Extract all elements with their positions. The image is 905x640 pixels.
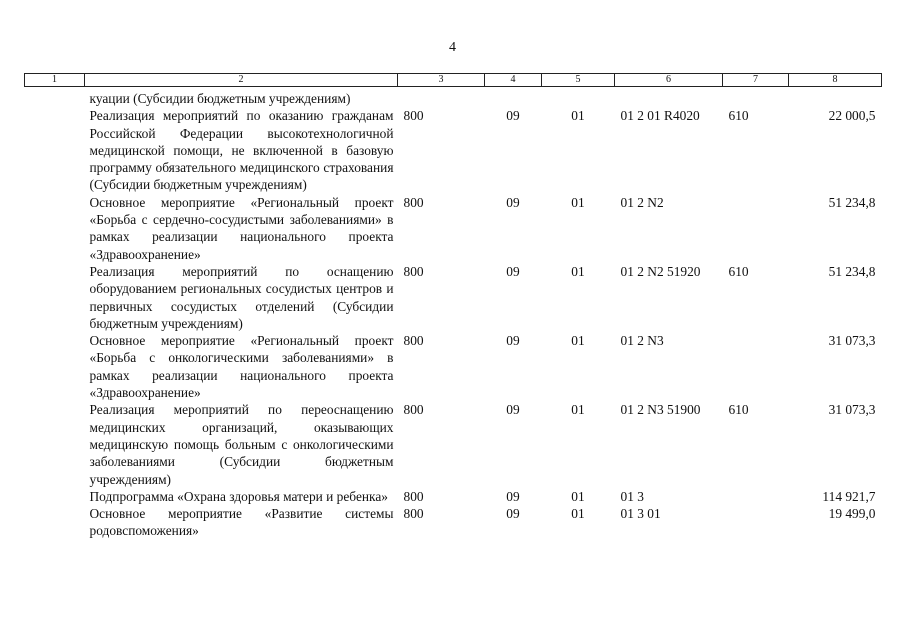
row-name: Подпрограмма «Охрана здоровья матери и ребенка» [89,488,388,504]
row-name: Основное мероприятие «Развитие системы родовспоможения» [89,506,394,539]
section-code: 09 [506,488,520,504]
target-code [615,87,723,108]
subsection-code: 01 [571,402,585,418]
row-name: Реализация мероприятий по оказанию гражданам Российской Федерации высокотехнологичной медицинской помощи, не включенной в базовую программу обязательного медицинского страхования (Субсидии бюджетным учреждениям) [89,108,394,193]
section-code: 09 [506,333,520,349]
subsection-code: 01 [571,108,585,124]
row-name: Реализация мероприятий по оснащению оборудованием региональных сосудистых центров и первичных сосудистых отделений (Субсидии бюджетным учреждениям) [89,263,394,331]
subsection-code: 01 [571,263,585,279]
target-code: 01 2 01 R4020 [620,108,700,124]
table-row [25,505,882,540]
amount [789,87,882,108]
amount: 31 073,3 [828,402,876,418]
amount: 22 000,5 [828,108,876,124]
table-row [25,87,882,108]
target-code: 01 2 N2 51920 [620,263,701,279]
column-number-header [25,74,882,87]
expense-type-code [723,488,789,505]
ministry-code: 800 [403,333,424,349]
table-row [25,194,882,263]
budget-table [24,73,882,540]
expense-type-code [723,194,789,263]
subsection-code: 01 [571,194,585,210]
table-row [25,488,882,505]
section-code: 09 [506,506,520,522]
table-row [25,401,882,487]
row-name: Основное мероприятие «Региональный проект «Борьба с онкологическими заболеваниями» в рамках реализации национального проекта «Здравоохранение» [89,333,394,401]
target-code: 01 3 [620,488,644,504]
section-code [485,87,542,108]
column-header: 8 [789,74,882,87]
section-code: 09 [506,194,520,210]
column-header: 6 [615,74,723,87]
column-header: 2 [85,74,398,87]
amount: 31 073,3 [828,333,876,349]
table-row [25,107,882,193]
section-code: 09 [506,108,520,124]
ministry-code: 800 [403,506,424,522]
column-header: 3 [398,74,485,87]
section-code: 09 [506,402,520,418]
expense-type-code: 610 [728,108,749,124]
column-header: 4 [485,74,542,87]
row-name: Реализация мероприятий по переоснащению медицинских организаций, оказывающих медицинскую помощь больным с онкологическими заболеваниями (Субсидии бюджетным учреждениям) [89,402,394,487]
amount: 19 499,0 [828,506,876,522]
expense-type-code [723,505,789,540]
ministry-code [398,87,485,108]
subsection-code: 01 [571,506,585,522]
target-code: 01 2 N2 [620,194,664,210]
target-code: 01 3 01 [620,506,661,522]
row-name: Основное мероприятие «Региональный проект «Борьба с сердечно-сосудистыми заболеваниями» в рамках реализации национального проекта «Здравоохранение» [89,194,394,262]
ministry-code: 800 [403,488,424,504]
expense-type-code [723,87,789,108]
target-code: 01 2 N3 [620,333,664,349]
expense-type-code: 610 [728,402,749,418]
subsection-code: 01 [571,333,585,349]
ministry-code: 800 [403,194,424,210]
amount: 114 921,7 [822,488,876,504]
row-name: куации (Субсидии бюджетным учреждениям) [89,91,351,106]
ministry-code: 800 [403,108,424,124]
amount: 51 234,8 [828,263,876,279]
table-row [25,332,882,401]
section-code: 09 [506,263,520,279]
column-header: 1 [25,74,85,87]
target-code: 01 2 N3 51900 [620,402,701,418]
subsection-code [542,87,615,108]
subsection-code: 01 [571,488,585,504]
table-row [25,263,882,332]
ministry-code: 800 [403,402,424,418]
column-header: 7 [723,74,789,87]
page-number: 4 [449,40,456,55]
ministry-code: 800 [403,263,424,279]
amount: 51 234,8 [828,194,876,210]
expense-type-code: 610 [728,263,749,279]
expense-type-code [723,332,789,401]
column-header: 5 [542,74,615,87]
